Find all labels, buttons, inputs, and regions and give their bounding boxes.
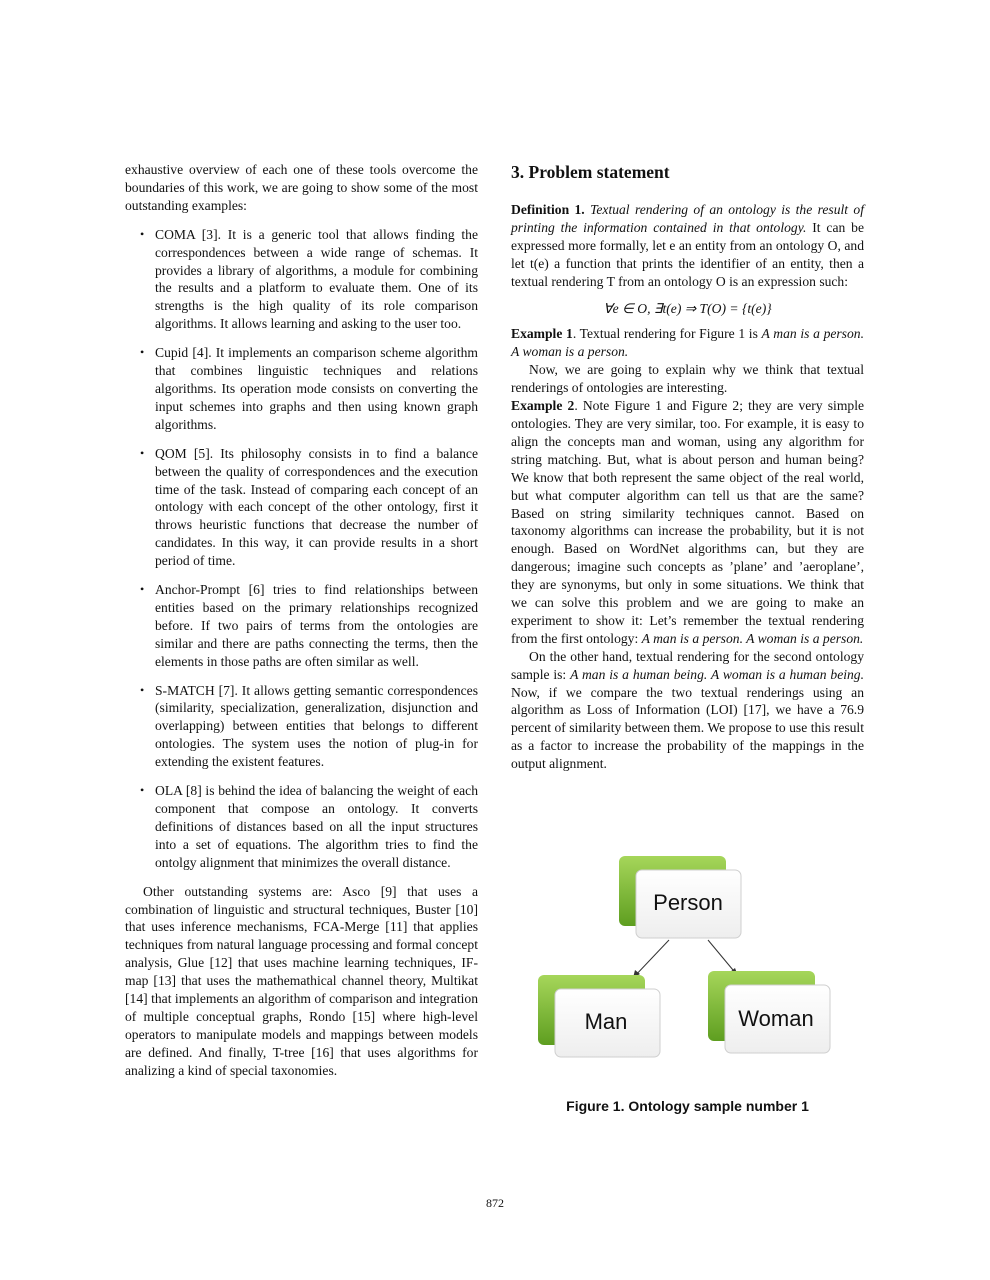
bullet-icon: • [140, 345, 145, 360]
definition-text: It can be expressed more formally, let e an entity from an ontology O, and let t(e) a function that prints the identifier of an entity, then a textual rendering T from an ontology O is an expression such: [511, 219, 864, 289]
example2-paragraph: Example 2. Note Figure 1 and Figure 2; they are very simple ontologies. They are very similar, too. For example, it is easy to align the concepts man and woman, using any algorithm for string matching. But, what is about person and human being? We know that both represent the same object of the real world, but what computer algorithm can tell us that are the same? Based on string similarity techniques cannot. Based on taxonomy algorithms can increase the probability, but it is not enough. Based on WordNet algorithms can, but they are dangerous; imagine such concepts as ’plane’ and ’aeroplane’, they are synonyms, but only in some situations. We think that we can solve this problem and we are going to make an experiment to show it: Let’s remember the textual rendering from the first ontology: A man is a person. A woman is a person. [511, 398, 864, 646]
list-item: • Cupid [4]. It implements an comparison scheme algorithm that combines linguistic techniques and relations algorithms. Its operation mode consists on converting the input schemes into graphs and then using known graph algorithms. [140, 345, 478, 432]
node-man-label: Man [584, 1009, 628, 1034]
figure-caption: Figure 1. Ontology sample number 1 [566, 1098, 809, 1114]
definition-italic: Textual rendering of an ontology is the result of printing the information contained in that ontology. [511, 202, 864, 235]
outro-paragraph: Other outstanding systems are: Asco [9] that uses a combination of linguistic and structural techniques, Buster [10] that uses inference mechanisms, FCA-Merge [11] that applies techniques from natural language processing and formal concept analysis, Glue [12] that uses machine learning techniques, IF-map [13] that uses the mathemathical channel theory, Multikat [14] that implements an algorithm of comparison and integration of multiple conceptual graphs, Rondo [15] where high-level operators to manipulate models and mappings between models are defined. And finally, T-tree [16] that uses algorithms for analizing a kind of special taxonomies. [125, 883, 478, 1078]
left-column [125, 161, 478, 1080]
edge-person-man [633, 940, 669, 978]
ontology-diagram [511, 850, 864, 1090]
list-item: • COMA [3]. It is a generic tool that allows finding the correspondences between a wide range of schemas. It provides a library of algorithms, a module for combining the results and a platform to evaluate them. One of its strengths is the high quality of its role comparison algorithms. It allows learning and asking to the user too. [140, 226, 478, 332]
body-paragraph: Now, we are going to explain why we think that textual renderings of ontologies are interesting. [511, 362, 864, 396]
body-paragraph: On the other hand, textual rendering for the second ontology sample is: A man is a human being. A woman is a human being. Now, if we compare the two textual renderings using an algorithm as Loss of Information (LOI) [17], we have a 76.9 percent of similarity between them. We propose to use this result as a factor to increase the probability of the mappings in the output alignment. [511, 648, 865, 772]
node-person-label: Person [653, 890, 723, 915]
right-column [511, 161, 864, 773]
example2-label: Example 2 [511, 398, 575, 414]
list-item: • OLA [8] is behind the idea of balancing the weight of each component that compose an ontology. It converts definitions of distances based on all the input structures into a set of equations. The algorithm tries to find the ontolgy alignment that minimizes the overall distance. [140, 783, 478, 870]
formula: ∀e ∈ O, ∃t(e) ⇒ T(O) = {t(e)} [603, 300, 772, 316]
intro-paragraph: exhaustive overview of each one of these tools overcome the boundaries of this work, we are going to show some of the most outstanding examples: [125, 162, 478, 213]
tools-list [125, 226, 478, 872]
list-item: • Anchor-Prompt [6] tries to find relationships between entities based on the primary relationships recognized before. If two pairs of terms from the ontologies are similar and there are paths connecting the terms, then the elements in those paths are often similar as well. [140, 582, 478, 669]
definition-label: Definition 1. [511, 202, 585, 217]
node-woman-label: Woman [738, 1006, 814, 1031]
list-item: • S-MATCH [7]. It allows getting semantic correspondences (similarity, specialization, generalization, disjunction and overlapping) between entities that belongs to different ontologies. The system uses the notion of plug-in for extending the existent features. [140, 682, 478, 770]
bullet-icon: • [140, 682, 145, 697]
bullet-icon: • [140, 226, 145, 241]
bullet-icon: • [140, 783, 145, 798]
bullet-icon: • [140, 445, 145, 460]
example1-paragraph: Example 1. Textual rendering for Figure 1 is A man is a person. A woman is a person. [511, 326, 864, 360]
node-woman [708, 971, 830, 1053]
bullet-icon: • [140, 582, 145, 597]
node-person [619, 856, 741, 938]
node-man [538, 975, 660, 1057]
list-item: • QOM [5]. Its philosophy consists in to find a balance between the quality of correspondences and the execution time of the task. Instead of comparing each concept of an ontology with each concept of the other ontology, first it throws heuristic functions that decrease the number of candidates. In this way, it can provide results in a short period of time. [140, 445, 478, 569]
section-heading: 3. Problem statement [511, 162, 670, 182]
definition-paragraph [511, 201, 864, 291]
ontology-figure [511, 850, 864, 1120]
page-number: 872 [486, 1196, 504, 1210]
example1-label: Example 1 [511, 326, 573, 342]
